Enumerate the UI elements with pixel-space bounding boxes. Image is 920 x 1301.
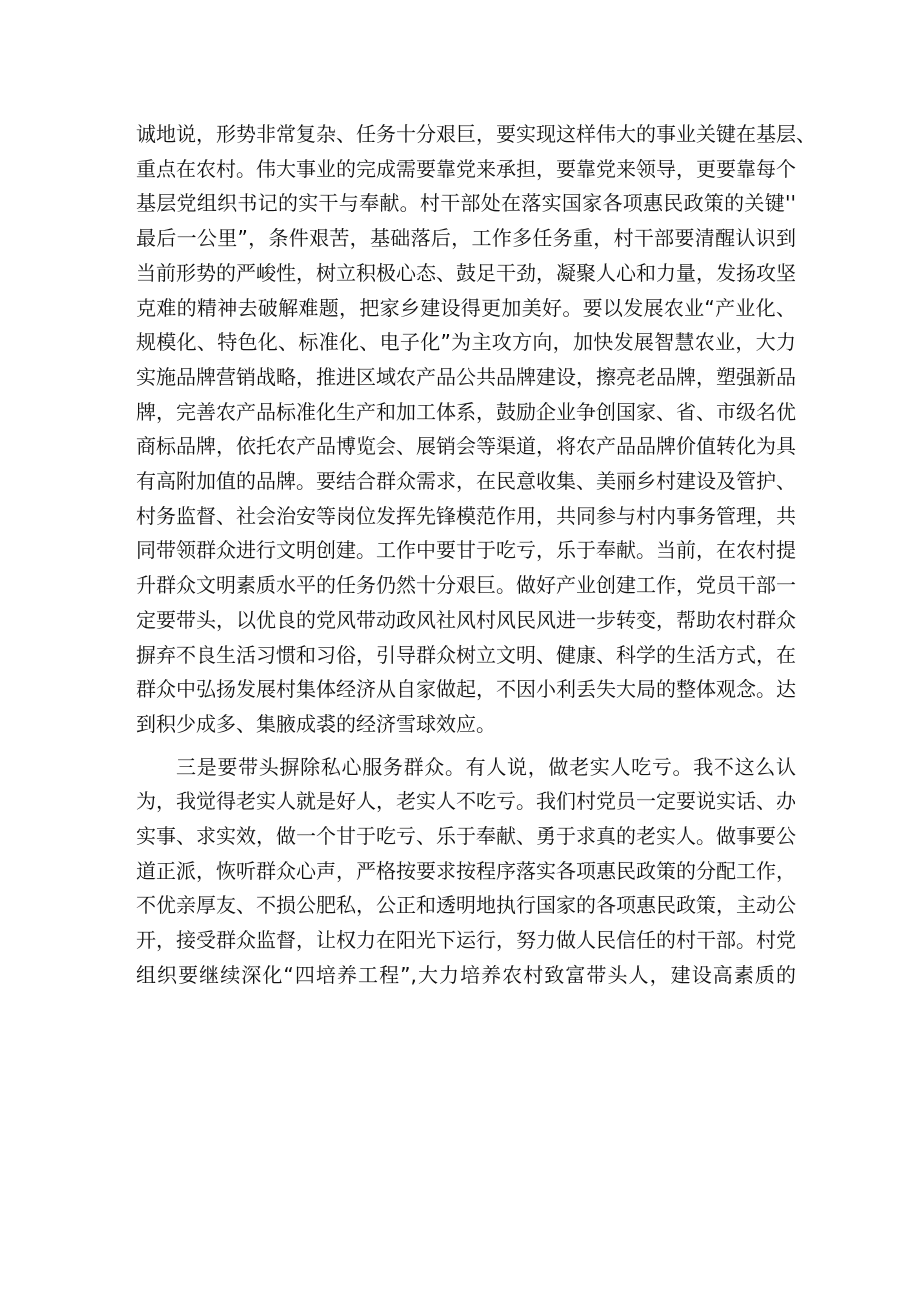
body-text [136,117,816,993]
text-line: 群众中弘扬发展村集体经济从自家做起，不因小利丢失大局的整体观念。达 [136,677,796,702]
text-line: 牌，完善农产品标准化生产和加工体系，鼓励企业争创国家、省、市级名优 [136,399,796,424]
text-line: 到积少成多、集腋成裘的经济雪球效应。 [136,711,496,736]
text-line: 定要带头，以优良的党风带动政风社风村风民风进一步转变，帮助农村群众 [136,607,796,632]
text-line: 诚地说，形势非常复杂、任务十分艰巨，要实现这样伟大的事业关键在基层、 [136,122,816,146]
text-line: 重点在农村。伟大事业的完成需要靠党来承担，要靠党来领导，更要靠每个 [136,156,796,181]
text-line: 摒弃不良生活习惯和习俗，引导群众树立文明、健康、科学的生活方式，在 [136,642,796,667]
text-line: 规模化、特色化、标准化、电子化”为主攻方向，加快发展智慧农业，大力 [136,330,796,355]
text-line: 村务监督、社会治安等岗位发挥先锋模范作用，共同参与村内事务管理，共 [136,503,796,528]
text-line: 当前形势的严峻性，树立积极心态、鼓足干劲，凝聚人心和力量，发扬攻坚 [136,260,796,285]
text-line: 实施品牌营销战略，推进区域农产品公共品牌建设，擦亮老品牌，塑强新品 [136,364,796,389]
text-line: 同带领群众进行文明创建。工作中要甘于吃亏，乐于奉献。当前，在农村提 [136,538,796,563]
text-line: 升群众文明素质水平的任务仍然十分艰巨。做好产业创建工作，党员干部一 [136,573,796,598]
text-line: 开，接受群众监督，让权力在阳光下运行，努力做人民信任的村干部。村党 [136,928,796,953]
text-line: 实事、求实效，做一个甘于吃亏、乐于奉献、勇于求真的老实人。做事要公 [136,824,796,849]
text-line: 克难的精神去破解难题，把家乡建设得更加美好。要以发展农业“产业化、 [136,295,796,320]
text-line: 不优亲厚友、不损公肥私，公正和透明地执行国家的各项惠民政策，主动公 [136,893,796,918]
text-line: 组织要继续深化“四培养工程”,大力培养农村致富带头人，建设高素质的 [136,962,796,987]
text-line: 商标品牌，依托农产品博览会、展销会等渠道，将农产品品牌价值转化为具 [136,434,796,459]
paragraph-2 [136,750,796,993]
text-line: 为，我觉得老实人就是好人，老实人不吃亏。我们村党员一定要说实话、办 [136,789,796,814]
text-line: 三是要带头摒除私心服务群众。有人说，做老实人吃亏。我不这么认 [176,754,796,779]
text-line: 基层党组织书记的实干与奉献。村干部处在落实国家各项惠民政策的关键'' [136,191,796,216]
text-line: 道正派，恢听群众心声，严格按要求按程序落实各项惠民政策的分配工作， [136,858,796,883]
text-line: 最后一公里”，条件艰苦，基础落后，工作多任务重，村干部要清醒认识到 [136,226,796,251]
text-line: 有高附加值的品牌。要结合群众需求，在民意收集、美丽乡村建设及管护、 [136,469,796,494]
paragraph-1 [136,117,816,742]
